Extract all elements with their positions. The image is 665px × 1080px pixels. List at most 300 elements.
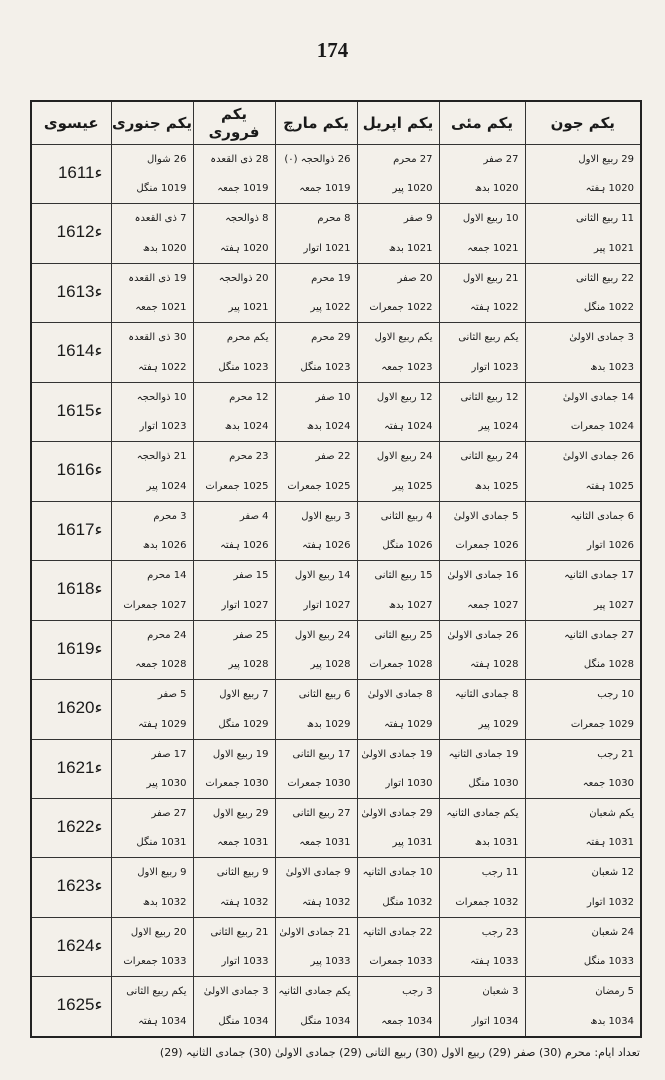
- hijri-date: 23 محرم: [229, 451, 269, 463]
- date-cell: [525, 917, 641, 976]
- year-weekday: 1021 اتوار: [303, 242, 351, 254]
- year-weekday: 1029 پیر: [478, 718, 519, 730]
- date-cell: [357, 561, 439, 620]
- hijri-date: 30 ذی القعدہ: [128, 332, 187, 344]
- date-cell: [193, 442, 275, 501]
- year-weekday: 1019 منگل: [136, 183, 187, 195]
- date-cell: [357, 501, 439, 560]
- hijri-date: 20 ربیع الاول: [130, 926, 187, 938]
- year-weekday: 1022 ہفتہ: [470, 302, 519, 314]
- date-cell: [439, 680, 525, 739]
- year-cell: 1623ء: [31, 858, 111, 917]
- date-cell: [439, 917, 525, 976]
- year-weekday: 1028 پیر: [228, 659, 269, 671]
- year-cell: 1612ء: [31, 204, 111, 263]
- hijri-date: 26 جمادی الاولیٰ: [447, 629, 519, 641]
- year-weekday: 1031 ہفتہ: [585, 837, 634, 849]
- date-cell: [193, 858, 275, 917]
- year-weekday: 1027 جمعرات: [123, 599, 187, 611]
- date-cell: [193, 145, 275, 204]
- date-cell: [525, 561, 641, 620]
- year-weekday: 1025 جمعرات: [287, 480, 351, 492]
- year-weekday: 1023 بدھ: [590, 361, 634, 373]
- calendar-body: [31, 145, 641, 1038]
- hijri-date: 8 جمادی الاولیٰ: [367, 689, 433, 701]
- year-cell: 1624ء: [31, 917, 111, 976]
- year-weekday: 1020 بدھ: [142, 242, 187, 254]
- hijri-date: 4 ربیع الثانی: [380, 510, 433, 522]
- hijri-date: 22 جمادی الثانیہ: [362, 926, 433, 938]
- hijri-date: 17 ربیع الثانی: [292, 748, 351, 760]
- year-weekday: 1034 منگل: [218, 1016, 269, 1027]
- date-cell: [525, 620, 641, 679]
- page-number: 174: [316, 38, 349, 62]
- year-weekday: 1021 جمعہ: [467, 242, 519, 254]
- hijri-date: 19 جمادی الثانیہ: [448, 748, 519, 760]
- header-cell: عیسوی: [31, 101, 111, 145]
- hijri-date: 15 ربیع الثانی: [374, 570, 433, 582]
- date-cell: [275, 323, 357, 382]
- hijri-date: 12 محرم: [229, 391, 269, 403]
- table-row: [31, 145, 641, 204]
- year-weekday: 1026 بدھ: [142, 540, 187, 552]
- hijri-date: 10 صفر: [315, 391, 351, 403]
- hijri-date: 29 ربیع الاول: [212, 807, 269, 819]
- date-cell: [275, 680, 357, 739]
- year-weekday: 1023 اتوار: [471, 361, 519, 373]
- year-weekday: 1021 پیر: [594, 242, 634, 254]
- hijri-date: 5 رمضان: [595, 986, 634, 998]
- date-cell: [111, 204, 193, 263]
- date-cell: [275, 917, 357, 976]
- year-weekday: 1030 منگل: [468, 777, 519, 789]
- year-weekday: 1025 بدھ: [474, 480, 519, 492]
- hijri-date: 28 ذی القعدہ: [210, 154, 269, 165]
- year-weekday: 1028 پیر: [310, 659, 351, 671]
- table-row: [31, 561, 641, 620]
- date-cell: [275, 858, 357, 917]
- year-weekday: 1019 جمعہ: [299, 183, 351, 195]
- year-weekday: 1026 جمعرات: [455, 540, 519, 552]
- hijri-date: 3 جمادی الاولیٰ: [203, 986, 269, 998]
- date-cell: [193, 323, 275, 382]
- year-weekday: 1021 جمعہ: [135, 302, 187, 314]
- date-cell: [439, 977, 525, 1037]
- hijri-date: 29 جمادی الاولیٰ: [361, 807, 433, 819]
- year-weekday: 1030 پیر: [146, 777, 187, 789]
- year-cell: 1619ء: [31, 620, 111, 679]
- year-weekday: 1032 جمعرات: [455, 896, 519, 908]
- hijri-date: 10 ذوالحجہ: [136, 391, 187, 403]
- date-cell: [275, 620, 357, 679]
- hijri-date: 21 ذوالحجہ: [136, 451, 187, 463]
- year-cell: 1622ء: [31, 798, 111, 857]
- hijri-date: 17 جمادی الثانیہ: [564, 570, 634, 582]
- hijri-date: 20 صفر: [397, 272, 433, 284]
- hijri-date: 24 ربیع الثانی: [460, 451, 519, 463]
- hijri-date: یکم ربیع الاول: [374, 332, 433, 344]
- date-cell: [111, 858, 193, 917]
- year-weekday: 1025 پیر: [392, 480, 433, 492]
- calendar-table: [30, 100, 642, 1038]
- date-cell: [111, 680, 193, 739]
- date-cell: [525, 680, 641, 739]
- hijri-date: 19 جمادی الاولیٰ: [361, 748, 433, 760]
- year-weekday: 1026 منگل: [382, 540, 433, 552]
- year-weekday: 1021 بدھ: [388, 242, 433, 254]
- year-weekday: 1023 منگل: [300, 361, 351, 373]
- hijri-date: 9 ربیع الثانی: [216, 867, 269, 879]
- hijri-date: 5 صفر: [157, 689, 187, 701]
- hijri-date: 11 ربیع الثانی: [575, 213, 634, 225]
- date-cell: [111, 501, 193, 560]
- year-weekday: 1020 ہفتہ: [585, 183, 634, 195]
- date-cell: [439, 858, 525, 917]
- hijri-date: 3 رجب: [402, 986, 433, 998]
- hijri-date: یکم ربیع الثانی: [458, 332, 519, 344]
- hijri-date: 25 صفر: [233, 629, 269, 641]
- year-weekday: 1020 بدھ: [474, 183, 519, 195]
- date-cell: [193, 561, 275, 620]
- hijri-date: 22 ربیع الثانی: [575, 272, 634, 284]
- date-cell: [193, 739, 275, 798]
- date-cell: [275, 739, 357, 798]
- date-cell: [357, 323, 439, 382]
- year-weekday: 1024 بدھ: [306, 421, 351, 433]
- hijri-date: یکم شعبان: [589, 807, 634, 819]
- date-cell: [357, 263, 439, 322]
- year-weekday: 1027 اتوار: [221, 599, 269, 611]
- header-cell: یکم جنوری: [111, 101, 193, 145]
- year-weekday: 1032 بدھ: [142, 896, 187, 908]
- date-cell: [525, 501, 641, 560]
- date-cell: [111, 739, 193, 798]
- date-cell: [439, 561, 525, 620]
- date-cell: [439, 204, 525, 263]
- hijri-date: 27 جمادی الثانیہ: [564, 629, 634, 641]
- date-cell: [525, 977, 641, 1037]
- date-cell: [357, 680, 439, 739]
- table-row: [31, 917, 641, 976]
- date-cell: [525, 739, 641, 798]
- date-cell: [439, 382, 525, 441]
- table-row: [31, 739, 641, 798]
- year-cell: 1621ء: [31, 739, 111, 798]
- year-weekday: 1031 جمعہ: [217, 837, 269, 849]
- table-row: [31, 620, 641, 679]
- year-weekday: 1032 ہفتہ: [220, 896, 269, 908]
- year-weekday: 1031 بدھ: [474, 837, 519, 849]
- hijri-date: 10 رجب: [597, 689, 634, 701]
- header-cell: یکم مارچ: [275, 101, 357, 145]
- date-cell: [357, 442, 439, 501]
- hijri-date: 9 جمادی الاولیٰ: [285, 867, 351, 879]
- table-row: [31, 680, 641, 739]
- date-cell: [111, 382, 193, 441]
- table-row: [31, 382, 641, 441]
- hijri-date: 27 صفر: [151, 807, 187, 819]
- hijri-date: 14 محرم: [147, 570, 187, 582]
- date-cell: [111, 263, 193, 322]
- table-row: [31, 977, 641, 1037]
- hijri-date: 21 جمادی الاولیٰ: [279, 926, 351, 938]
- hijri-date: 12 شعبان: [591, 867, 634, 879]
- date-cell: [525, 204, 641, 263]
- hijri-date: 24 شعبان: [591, 926, 634, 938]
- year-weekday: 1030 جمعرات: [287, 777, 351, 789]
- hijri-date: 26 ذوالحجہ (۰): [284, 154, 351, 165]
- year-weekday: 1033 اتوار: [221, 956, 269, 968]
- date-cell: [193, 204, 275, 263]
- hijri-date: 3 محرم: [153, 510, 187, 522]
- hijri-date: 20 ذوالحجہ: [218, 272, 269, 284]
- hijri-date: 14 جمادی الاولیٰ: [562, 391, 634, 403]
- hijri-date: 10 ربیع الاول: [462, 213, 519, 225]
- date-cell: [439, 323, 525, 382]
- hijri-date: 21 ربیع الاول: [462, 272, 519, 284]
- year-weekday: 1019 جمعہ: [217, 183, 269, 195]
- hijri-date: 12 ربیع الثانی: [460, 391, 519, 403]
- date-cell: [275, 382, 357, 441]
- year-weekday: 1028 ہفتہ: [470, 659, 519, 671]
- year-weekday: 1032 ہفتہ: [302, 896, 351, 908]
- date-cell: [439, 739, 525, 798]
- hijri-date: یکم جمادی الثانیہ: [446, 807, 519, 819]
- hijri-date: 17 صفر: [151, 748, 187, 760]
- year-weekday: 1026 ہفتہ: [302, 540, 351, 552]
- hijri-date: 9 صفر: [403, 213, 433, 225]
- year-weekday: 1022 پیر: [310, 302, 351, 314]
- year-weekday: 1025 جمعرات: [205, 480, 269, 492]
- hijri-date: 3 جمادی الاولیٰ: [569, 332, 634, 344]
- hijri-date: 26 شوال: [146, 154, 187, 165]
- table-row: [31, 323, 641, 382]
- year-weekday: 1027 جمعہ: [467, 599, 519, 611]
- year-cell: 1620ء: [31, 680, 111, 739]
- year-weekday: 1024 جمعرات: [570, 421, 634, 433]
- date-cell: [111, 145, 193, 204]
- month-days-footer: تعداد ایام: محرم (30) صفر (29) ربیع الاول (30) ربیع الثانی (29) جمادی الاولیٰ (30) جمادی الثانیہ (29): [159, 1046, 640, 1059]
- date-cell: [439, 501, 525, 560]
- year-weekday: 1028 جمعہ: [135, 659, 187, 671]
- hijri-date: یکم ربیع الثانی: [126, 986, 187, 998]
- hijri-date: 15 صفر: [233, 570, 269, 582]
- year-weekday: 1022 جمعرات: [369, 302, 433, 314]
- year-weekday: 1023 اتوار: [139, 421, 187, 433]
- table-row: [31, 442, 641, 501]
- date-cell: [111, 442, 193, 501]
- hijri-date: 8 محرم: [317, 213, 351, 225]
- hijri-date: 3 شعبان: [482, 986, 519, 998]
- hijri-date: 19 ذی القعدہ: [128, 272, 187, 284]
- hijri-date: 7 ربیع الاول: [219, 689, 269, 701]
- table-row: [31, 501, 641, 560]
- year-weekday: 1031 پیر: [392, 837, 433, 849]
- year-weekday: 1027 اتوار: [303, 599, 351, 611]
- year-cell: 1625ء: [31, 977, 111, 1037]
- date-cell: [275, 442, 357, 501]
- date-cell: [275, 263, 357, 322]
- year-weekday: 1031 منگل: [136, 837, 187, 849]
- date-cell: [193, 501, 275, 560]
- hijri-date: 19 محرم: [311, 272, 351, 284]
- year-weekday: 1032 اتوار: [587, 896, 634, 908]
- year-weekday: 1033 جمعرات: [123, 956, 187, 968]
- hijri-date: 22 صفر: [315, 451, 351, 463]
- hijri-date: 23 رجب: [481, 926, 519, 938]
- date-cell: [357, 382, 439, 441]
- date-cell: [357, 977, 439, 1037]
- date-cell: [525, 145, 641, 204]
- hijri-date: 5 جمادی الاولیٰ: [453, 510, 519, 522]
- year-weekday: 1034 بدھ: [590, 1016, 634, 1027]
- year-weekday: 1025 ہفتہ: [585, 480, 634, 492]
- date-cell: [275, 204, 357, 263]
- year-weekday: 1024 پیر: [146, 480, 187, 492]
- date-cell: [193, 263, 275, 322]
- year-weekday: 1021 پیر: [228, 302, 269, 314]
- year-weekday: 1033 جمعرات: [369, 956, 433, 968]
- table-row: [31, 263, 641, 322]
- hijri-date: 12 ربیع الاول: [376, 391, 433, 403]
- year-cell: 1615ء: [31, 382, 111, 441]
- year-weekday: 1024 پیر: [478, 421, 519, 433]
- year-weekday: 1029 ہفتہ: [384, 718, 433, 730]
- hijri-date: 27 ربیع الثانی: [292, 807, 351, 819]
- year-weekday: 1028 جمعرات: [369, 659, 433, 671]
- hijri-date: 25 ربیع الثانی: [374, 629, 433, 641]
- year-weekday: 1034 ہفتہ: [138, 1016, 187, 1027]
- header-cell: یکم مئی: [439, 101, 525, 145]
- year-weekday: 1029 ہفتہ: [138, 718, 187, 730]
- year-weekday: 1029 منگل: [218, 718, 269, 730]
- hijri-date: 19 ربیع الاول: [212, 748, 269, 760]
- year-cell: 1614ء: [31, 323, 111, 382]
- date-cell: [357, 798, 439, 857]
- year-weekday: 1020 ہفتہ: [220, 242, 269, 254]
- year-weekday: 1024 بدھ: [224, 421, 269, 433]
- hijri-date: 8 ذوالحجہ: [225, 213, 269, 225]
- date-cell: [439, 442, 525, 501]
- date-cell: [275, 145, 357, 204]
- date-cell: [439, 145, 525, 204]
- header-cell: یکم جون: [525, 101, 641, 145]
- year-weekday: 1033 ہفتہ: [470, 956, 519, 968]
- date-cell: [193, 382, 275, 441]
- year-weekday: 1033 پیر: [310, 956, 351, 968]
- year-weekday: 1022 ہفتہ: [138, 361, 187, 373]
- hijri-date: 7 ذی القعدہ: [134, 213, 187, 225]
- hijri-date: 29 محرم: [311, 332, 351, 344]
- year-weekday: 1026 اتوار: [587, 540, 634, 552]
- hijri-date: 16 جمادی الاولیٰ: [447, 570, 519, 582]
- year-weekday: 1030 جمعرات: [205, 777, 269, 789]
- header-cell: یکم فروری: [193, 101, 275, 145]
- hijri-date: 29 ربیع الاول: [578, 154, 634, 165]
- date-cell: [525, 382, 641, 441]
- hijri-date: 11 رجب: [481, 867, 519, 879]
- year-weekday: 1029 بدھ: [306, 718, 351, 730]
- date-cell: [111, 561, 193, 620]
- table-row: [31, 798, 641, 857]
- date-cell: [525, 263, 641, 322]
- year-cell: 1613ء: [31, 263, 111, 322]
- hijri-date: 21 رجب: [597, 748, 634, 760]
- hijri-date: 24 ربیع الاول: [376, 451, 433, 463]
- year-weekday: 1031 جمعہ: [299, 837, 351, 849]
- hijri-date: 9 ربیع الاول: [137, 867, 187, 879]
- year-weekday: 1033 منگل: [583, 956, 634, 968]
- hijri-date: یکم محرم: [226, 332, 269, 344]
- hijri-date: 6 جمادی الثانیہ: [570, 510, 634, 522]
- date-cell: [275, 561, 357, 620]
- year-weekday: 1024 ہفتہ: [384, 421, 433, 433]
- date-cell: [357, 204, 439, 263]
- hijri-date: 6 ربیع الثانی: [298, 689, 351, 701]
- hijri-date: 27 صفر: [483, 154, 519, 165]
- year-weekday: 1030 اتوار: [385, 777, 433, 789]
- date-cell: [275, 798, 357, 857]
- date-cell: [357, 917, 439, 976]
- year-weekday: 1027 بدھ: [388, 599, 433, 611]
- hijri-date: 8 جمادی الثانیہ: [454, 689, 519, 701]
- year-cell: 1618ء: [31, 561, 111, 620]
- date-cell: [111, 323, 193, 382]
- date-cell: [357, 145, 439, 204]
- header-row: [31, 101, 641, 145]
- year-cell: 1617ء: [31, 501, 111, 560]
- date-cell: [357, 739, 439, 798]
- date-cell: [193, 977, 275, 1037]
- table-row: [31, 204, 641, 263]
- year-weekday: 1030 جمعہ: [582, 777, 634, 789]
- year-weekday: 1027 پیر: [594, 599, 634, 611]
- year-weekday: 1032 منگل: [382, 896, 433, 908]
- date-cell: [111, 620, 193, 679]
- year-weekday: 1022 منگل: [583, 302, 634, 314]
- date-cell: [275, 501, 357, 560]
- date-cell: [357, 858, 439, 917]
- hijri-date: 10 جمادی الثانیہ: [362, 867, 433, 879]
- hijri-date: 3 ربیع الاول: [301, 510, 351, 522]
- year-weekday: 1029 جمعرات: [570, 718, 634, 730]
- hijri-date: 24 محرم: [147, 629, 187, 641]
- date-cell: [111, 798, 193, 857]
- header-cell: یکم اپریل: [357, 101, 439, 145]
- hijri-date: 21 ربیع الثانی: [210, 926, 269, 938]
- hijri-date: 24 ربیع الاول: [294, 629, 351, 641]
- date-cell: [525, 858, 641, 917]
- year-cell: 1611ء: [31, 145, 111, 204]
- year-weekday: 1034 منگل: [300, 1016, 351, 1027]
- year-weekday: 1026 ہفتہ: [220, 540, 269, 552]
- hijri-date: یکم جمادی الثانیہ: [278, 986, 351, 998]
- year-weekday: 1023 جمعہ: [381, 361, 433, 373]
- date-cell: [275, 977, 357, 1037]
- date-cell: [193, 620, 275, 679]
- hijri-date: 26 جمادی الاولیٰ: [562, 451, 634, 463]
- date-cell: [111, 917, 193, 976]
- date-cell: [111, 977, 193, 1037]
- year-weekday: 1023 منگل: [218, 361, 269, 373]
- hijri-date: 4 صفر: [239, 510, 269, 522]
- date-cell: [525, 323, 641, 382]
- date-cell: [193, 680, 275, 739]
- year-weekday: 1034 اتوار: [471, 1016, 519, 1027]
- hijri-date: 27 محرم: [393, 154, 433, 165]
- date-cell: [439, 798, 525, 857]
- table-row: [31, 858, 641, 917]
